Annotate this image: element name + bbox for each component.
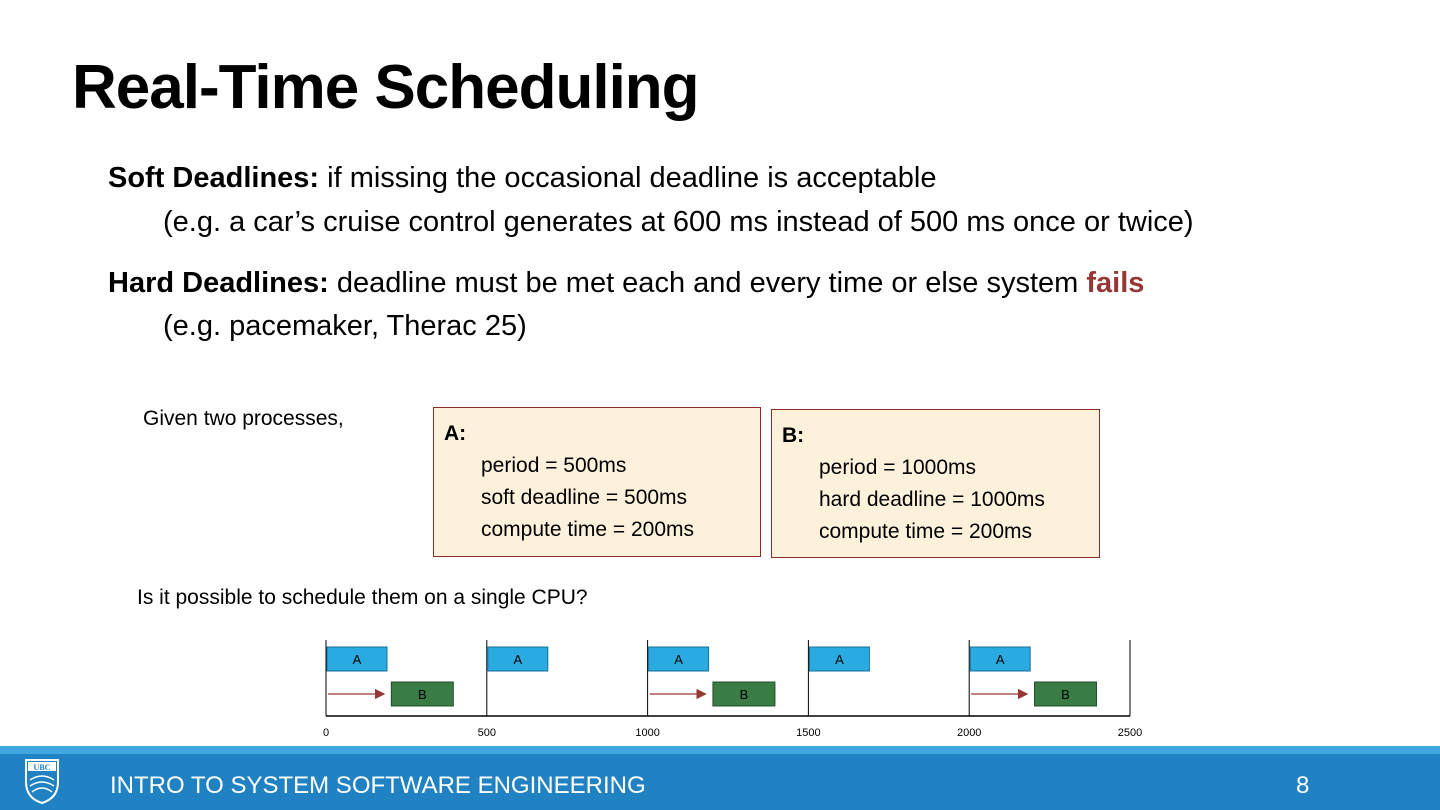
ubc-crest-icon [24, 758, 60, 804]
hard-deadlines-text: deadline must be met each and every time or else system [328, 267, 1087, 299]
ubc-logo-text: UBC [33, 763, 51, 772]
tick-label: 2000 [956, 727, 982, 739]
process-b-header: B: [782, 424, 805, 447]
slide-title: Real-Time Scheduling [72, 53, 699, 122]
schedule-timeline [300, 636, 1180, 744]
tick-label: 1000 [635, 727, 660, 739]
tick-label: 0 [322, 727, 330, 739]
task-label: A [352, 652, 362, 667]
hard-deadlines-example: (e.g. pacemaker, Therac 25) [163, 310, 527, 342]
task-label: A [674, 652, 683, 667]
task-label: B [739, 687, 749, 702]
process-b-compute: compute time = 200ms [819, 520, 1033, 543]
hard-deadlines-label: Hard Deadlines: [108, 267, 329, 299]
process-a-compute: compute time = 200ms [481, 518, 695, 541]
task-label: B [417, 687, 427, 702]
soft-deadlines-line [108, 162, 937, 195]
soft-deadlines-example: (e.g. a car’s cruise control generates at 600 ms instead of 500 ms once or twice) [163, 206, 1194, 238]
tick-label: 1500 [796, 727, 821, 739]
task-label: A [835, 652, 844, 667]
question-text: Is it possible to schedule them on a single CPU? [137, 586, 588, 609]
given-text: Given two processes, [143, 407, 344, 430]
process-b-deadline: hard deadline = 1000ms [819, 488, 1045, 511]
soft-deadlines-text: if missing the occasional deadline is acceptable [319, 162, 937, 194]
footer-stripe [0, 746, 1440, 754]
tick-label: 2500 [1117, 727, 1143, 739]
task-label: A [995, 652, 1005, 667]
process-a-box [433, 407, 761, 557]
process-a-header: A: [444, 422, 467, 445]
soft-deadlines-label: Soft Deadlines: [108, 162, 320, 194]
task-label: B [1061, 687, 1070, 702]
process-b-box [771, 409, 1100, 558]
tick-label: 500 [477, 727, 496, 739]
page-number: 8 [1296, 772, 1310, 799]
hard-deadlines-line [108, 267, 1144, 300]
process-b-period: period = 1000ms [819, 456, 977, 479]
course-title: INTRO TO SYSTEM SOFTWARE ENGINEERING [110, 772, 646, 799]
fails-emphasis: fails [1086, 267, 1145, 299]
task-label: A [513, 652, 523, 667]
process-a-period: period = 500ms [481, 454, 627, 477]
process-a-deadline: soft deadline = 500ms [481, 486, 688, 509]
